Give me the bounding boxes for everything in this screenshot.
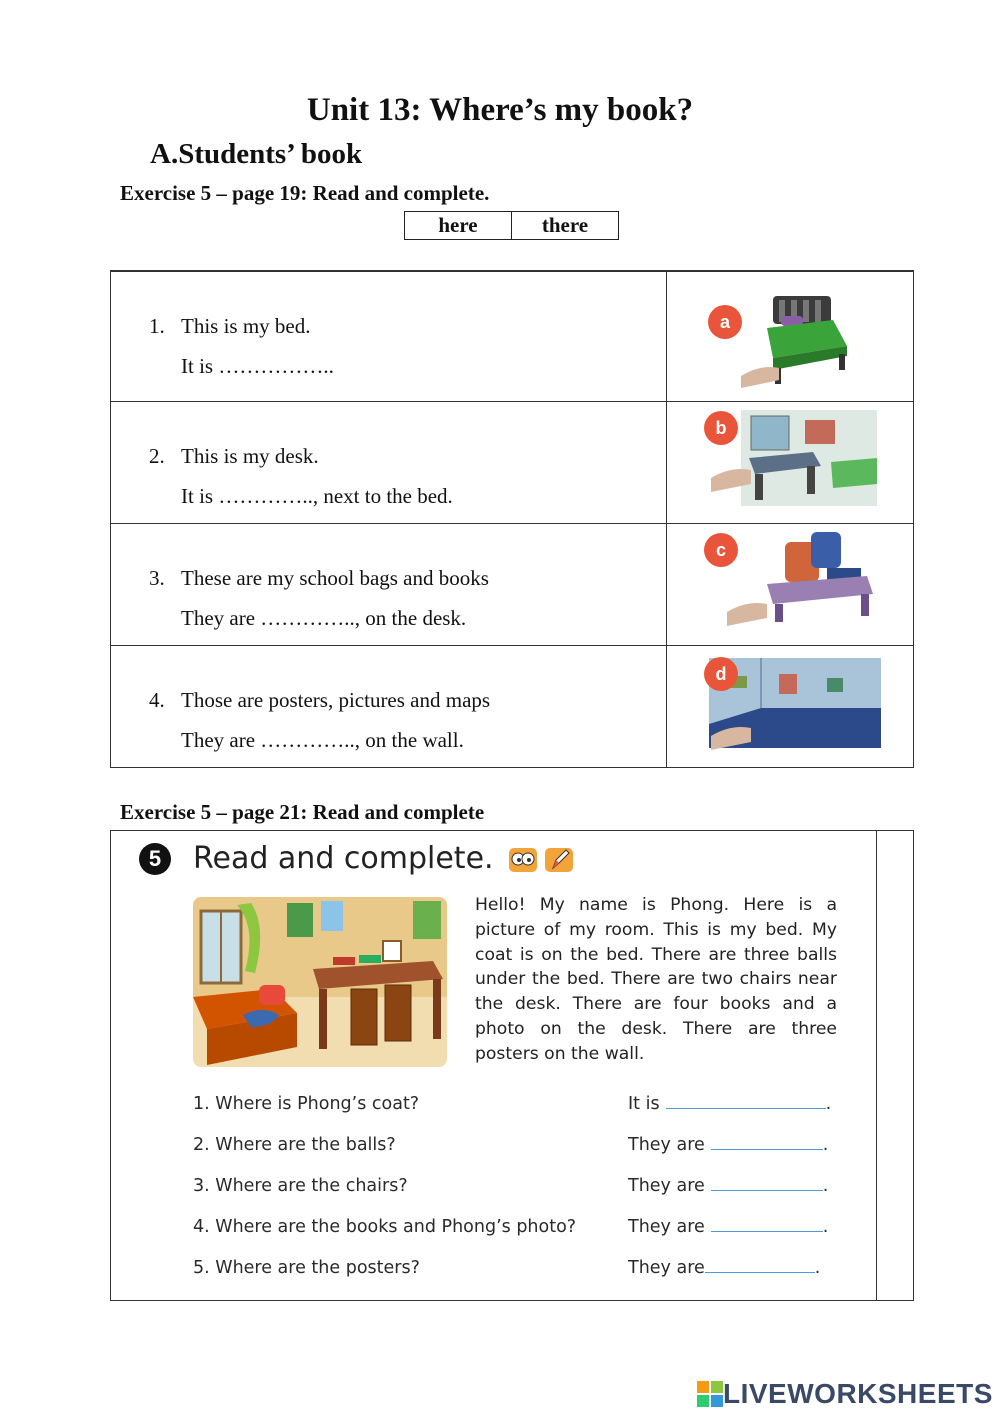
answer-blank[interactable] xyxy=(711,1176,823,1191)
section-heading: A.Students’ book xyxy=(150,138,363,170)
question-item: 5. Where are the posters? xyxy=(193,1258,420,1278)
exercise2-panel xyxy=(110,830,914,1301)
word-box-item: here xyxy=(438,213,478,237)
item-sentence: These are my school bags and books xyxy=(181,566,489,590)
answer-line[interactable]: They are ………….., on the wall. xyxy=(181,728,464,752)
desk-picture xyxy=(681,406,886,514)
picture-label: b xyxy=(715,418,727,438)
question-item: 3. Where are the chairs? xyxy=(193,1176,408,1196)
item-number: 1. xyxy=(149,314,165,338)
table-row xyxy=(111,645,913,767)
exercise2-heading: Exercise 5 – page 21: Read and complete xyxy=(120,800,485,824)
item-sentence: This is my desk. xyxy=(181,444,319,468)
panel-border xyxy=(876,831,877,1300)
wall-posters-picture xyxy=(681,652,886,760)
answer-end: . xyxy=(822,1217,829,1237)
word-box-item: there xyxy=(511,212,618,239)
exercise1-table xyxy=(110,270,914,768)
answer-end: . xyxy=(825,1094,832,1114)
item-sentence: This is my bed. xyxy=(181,314,311,338)
answer-prefix: They are xyxy=(628,1176,705,1196)
picture-label: d xyxy=(715,664,727,684)
answer-blank[interactable] xyxy=(711,1217,823,1232)
answer-line[interactable]: They are ………….., on the desk. xyxy=(181,606,467,630)
write-pencil-icon xyxy=(544,844,574,874)
question-item: 1. Where is Phong’s coat? xyxy=(193,1094,420,1114)
answer-prefix: They are xyxy=(628,1135,705,1155)
exercise-item xyxy=(149,680,490,760)
answer-item xyxy=(628,1135,828,1155)
item-number: 4. xyxy=(149,688,165,712)
bed-picture xyxy=(681,284,886,392)
logo-text: LIVEWORKSHEETS xyxy=(723,1378,993,1409)
table-row xyxy=(111,523,913,645)
answer-item xyxy=(628,1094,831,1114)
logo-icon xyxy=(697,1381,723,1407)
item-number: 3. xyxy=(149,566,165,590)
read-complete-title: Read and complete. xyxy=(193,841,494,876)
table-row xyxy=(111,271,913,401)
answer-prefix: They are xyxy=(628,1258,705,1278)
answer-prefix: It is xyxy=(628,1094,660,1114)
read-complete-header xyxy=(139,841,574,876)
answer-line[interactable]: It is ………….., next to the bed. xyxy=(181,484,453,508)
answer-end: . xyxy=(822,1135,829,1155)
reading-passage: Hello! My name is Phong. Here is a picture of my room. This is my bed. My coat is on the bed. There are three balls under the bed. There are two chairs near the desk. There are four books and a photo on the desk. There are three posters on the wall. xyxy=(475,895,837,1064)
activity-icons xyxy=(508,844,574,874)
item-number: 2. xyxy=(149,444,165,468)
answer-item xyxy=(628,1217,828,1237)
picture-label: a xyxy=(719,312,731,332)
exercise-item xyxy=(149,558,489,638)
answer-end: . xyxy=(814,1258,821,1278)
question-item: 2. Where are the balls? xyxy=(193,1135,396,1155)
answer-item xyxy=(628,1258,820,1278)
school-bags-picture xyxy=(681,528,886,636)
answer-end: . xyxy=(822,1176,829,1196)
answer-prefix: They are xyxy=(628,1217,705,1237)
answer-blank[interactable] xyxy=(705,1258,815,1273)
answer-item xyxy=(628,1176,828,1196)
question-item: 4. Where are the books and Phong’s photo? xyxy=(193,1217,577,1237)
exercise-number-badge: 5 xyxy=(139,843,171,875)
exercise-item xyxy=(149,436,453,516)
read-eyes-icon xyxy=(508,844,538,874)
phong-room-picture xyxy=(193,897,447,1067)
answer-blank[interactable] xyxy=(711,1135,823,1150)
table-row xyxy=(111,401,913,523)
answer-blank[interactable] xyxy=(666,1094,826,1109)
word-box xyxy=(404,211,619,240)
page-title: Unit 13: Where’s my book? xyxy=(306,92,694,128)
exercise-item xyxy=(149,306,334,386)
answer-line[interactable]: It is …………….. xyxy=(181,354,334,378)
item-sentence: Those are posters, pictures and maps xyxy=(181,688,491,712)
exercise1-heading: Exercise 5 – page 19: Read and complete. xyxy=(120,181,490,205)
liveworksheets-logo xyxy=(697,1378,993,1410)
picture-label: c xyxy=(715,540,727,560)
